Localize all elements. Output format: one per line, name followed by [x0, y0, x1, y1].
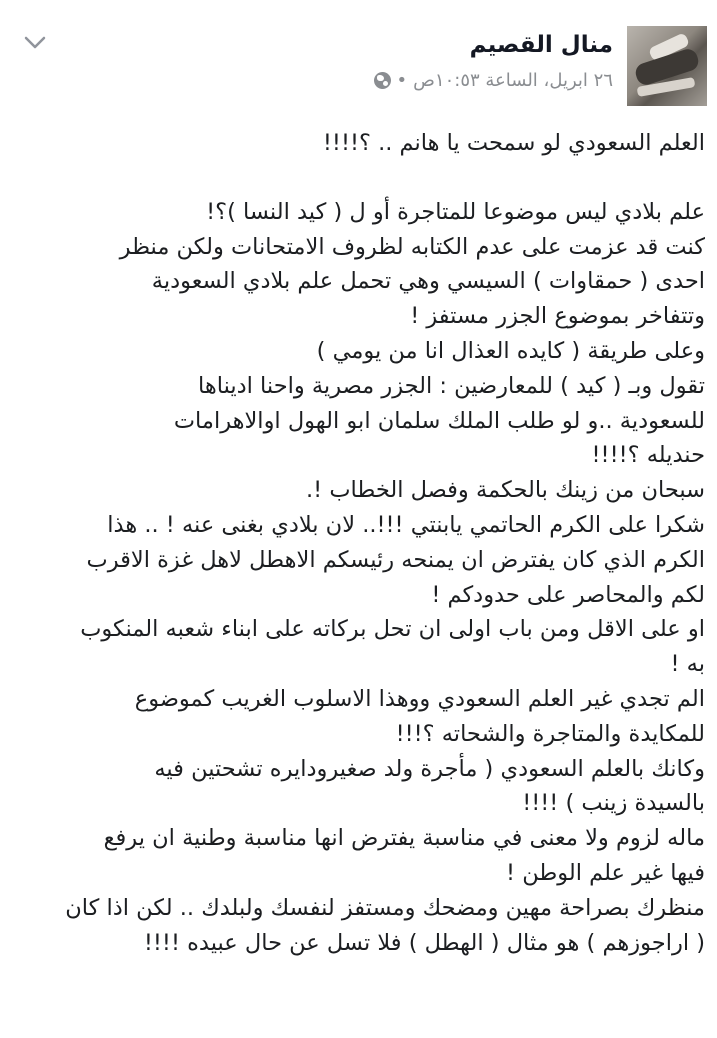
post-line: بالسيدة زينب ) !!!! — [522, 790, 705, 817]
post-line: للسعودية ..و لو طلب الملك سلمان ابو الهول اوالاهرامات — [173, 407, 705, 434]
post-line: فيها غير علم الوطن ! — [506, 859, 705, 886]
post-line: به ! — [670, 651, 705, 678]
post-line: وعلى طريقة ( كايده العذال انا من يومي ) — [316, 337, 705, 364]
post-line: الم تجدي غير العلم السعودي ووهذا الاسلوب الغريب كموضوع — [134, 685, 705, 712]
author-avatar[interactable] — [627, 26, 707, 106]
meta-separator: • — [396, 70, 408, 91]
post-line: الكرم الذي كان يفترض ان يمنحه رئيسكم الاهطل لاهل غزة الاقرب — [86, 546, 705, 573]
post-line: احدى ( حمقاوات ) السيسي وهي تحمل علم بلادي السعودية — [151, 268, 705, 295]
post-line: وتتفاخر بموضوع الجزر مستفز ! — [410, 303, 705, 330]
post-line: لكم والمحاصر على حدودكم ! — [431, 581, 705, 608]
chevron-down-icon[interactable] — [22, 34, 48, 52]
post-timestamp[interactable]: ٢٦ ابريل، الساعة ١٠:٥٣ص — [413, 70, 613, 91]
post-line: ماله لزوم ولا معنى في مناسبة يفترض انها مناسبة وطنية ان يرفع — [103, 825, 705, 852]
post-line: علم بلادي ليس موضوعا للمتاجرة أو ل ( كيد النسا )؟! — [206, 198, 705, 225]
post-body — [12, 126, 705, 960]
globe-icon[interactable] — [374, 72, 391, 89]
post-line: للمكايدة والمتاجرة والشحاته ؟!!! — [395, 720, 705, 747]
post-line: كنت قد عزمت على عدم الكتابه لظروف الامتحانات ولكن منظر — [119, 233, 705, 260]
post-header — [0, 0, 717, 118]
post-line: وكانك بالعلم السعودي ( مأجرة ولد صغيرودايره تشحتين فيه — [154, 755, 705, 782]
post-title: العلم السعودي لو سمحت يا هانم .. ؟!!!! — [322, 130, 705, 156]
post-line: تقول وبـ ( كيد ) للمعارضين : الجزر مصرية واحنا اديناها — [198, 372, 705, 399]
post-line: شكرا على الكرم الحاتمي يابنتي !!!.. لان بلادي بغنى عنه ! .. هذا — [107, 511, 705, 538]
post-line: سبحان من زينك بالحكمة وفصل الخطاب !. — [306, 477, 705, 504]
post-line: ( اراجوزهم ) هو مثال ( الهطل ) فلا تسل عن حال عبيده !!!! — [143, 929, 705, 956]
post-meta — [374, 70, 613, 91]
post-line: حنديله ؟!!!! — [591, 442, 705, 469]
post-line: منظرك بصراحة مهين ومضحك ومستفز لنفسك ولبلدك .. لكن اذا كان — [65, 894, 705, 921]
author-name[interactable]: منال القصيم — [469, 32, 613, 58]
post-line: او على الاقل ومن باب اولى ان تحل بركاته على ابناء شعبه المنكوب — [80, 616, 705, 643]
